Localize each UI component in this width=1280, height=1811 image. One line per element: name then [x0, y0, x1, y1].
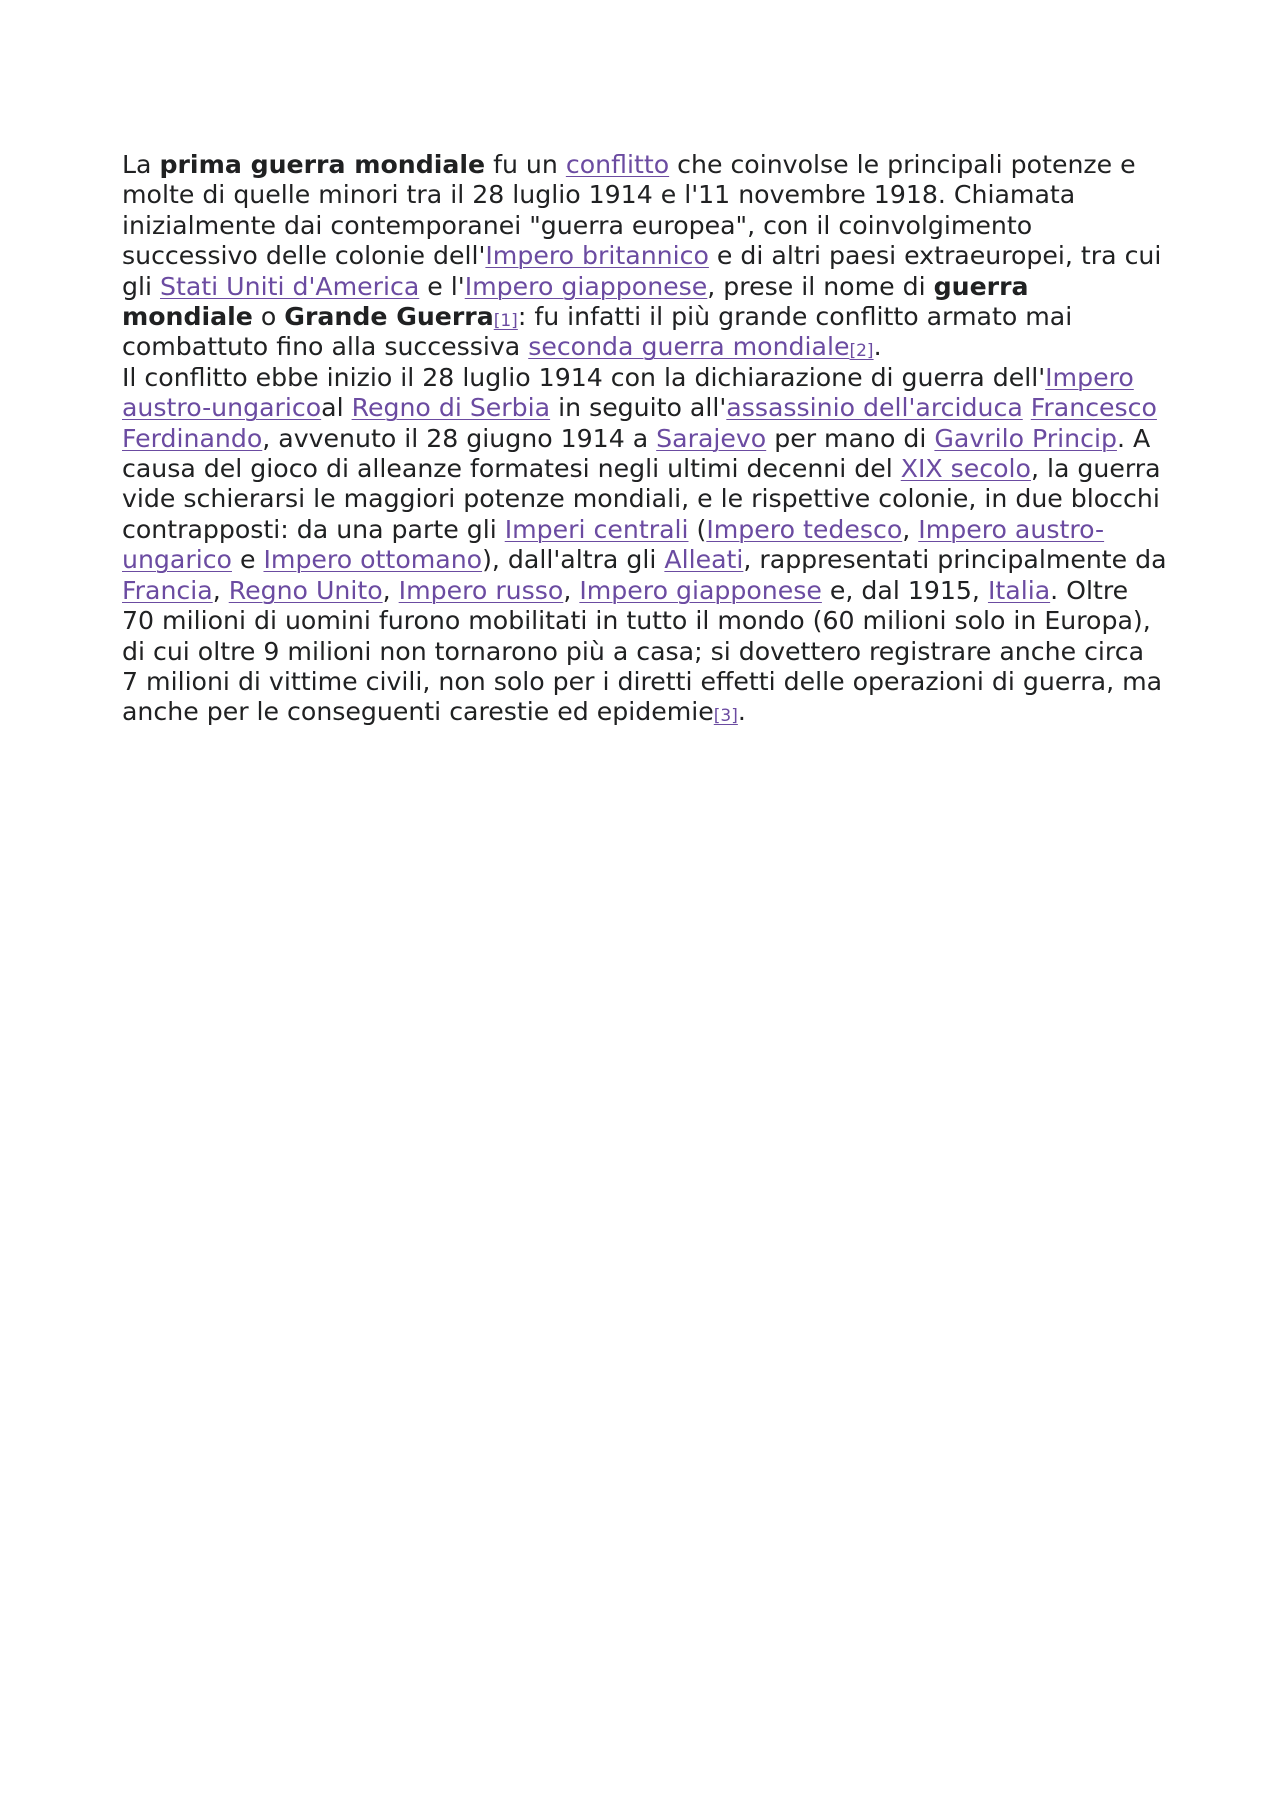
- link-francesco-ferdinando[interactable]: Francesco Ferdinando: [122, 393, 1157, 453]
- link-seconda-guerra-mondiale[interactable]: seconda guerra mondiale: [528, 332, 850, 362]
- reference-2[interactable]: [2]: [849, 341, 874, 362]
- text-run: .: [873, 332, 882, 362]
- text-run: Il conflitto ebbe inizio il 28 luglio 1914 con la dichiarazione di guerra dell': [122, 362, 1046, 392]
- text-run: per mano di: [766, 423, 935, 453]
- text-run: (: [688, 514, 707, 544]
- text-run: ,: [212, 575, 229, 605]
- bold-term: prima guerra mondiale: [159, 150, 486, 179]
- text-run: che coinvolse le principali potenze e molte di quelle minori tra il 28 luglio 1914 e l'11 novembre 1918. Chiamata inizialmente dai contemporanei "guerra europea", con il coinvolgimento successivo delle colonie dell': [122, 150, 1136, 271]
- bold-term: Grande Guerra: [284, 302, 494, 332]
- text-run: . Oltre 70 milioni di uomini furono mobilitati in tutto il mondo (60 milioni solo in Europa), di cui oltre 9 milioni non tornarono più a casa; si dovettero registrare anche circa 7 milioni di vittime civili, non solo per i diretti effetti delle operazioni di guerra, ma anche per le conseguenti carestie ed epidemie: [122, 575, 1163, 727]
- link-gavrilo-princip[interactable]: Gavrilo Princip: [934, 423, 1117, 453]
- link-impero-austro-ungarico-2[interactable]: Impero austro-ungarico: [122, 514, 1105, 575]
- text-run: ), dall'altra gli: [482, 545, 665, 575]
- link-impero-britannico[interactable]: Impero britannico: [485, 241, 709, 271]
- reference-marker: [714, 706, 738, 726]
- text-run: in seguito all': [550, 393, 727, 423]
- link-francia[interactable]: Francia: [122, 575, 213, 605]
- link-stati-uniti[interactable]: Stati Uniti d'America: [160, 271, 420, 301]
- reference-3[interactable]: [3]: [713, 706, 738, 727]
- text-run: ,: [563, 575, 580, 605]
- link-assassinio-arciduca[interactable]: assassinio dell'arciduca: [726, 393, 1023, 423]
- link-regno-di-serbia[interactable]: Regno di Serbia: [351, 393, 551, 423]
- text-run: .: [737, 697, 746, 727]
- paragraph-history: [122, 363, 1167, 728]
- reference-marker: [849, 341, 873, 361]
- link-imperi-centrali[interactable]: Imperi centrali: [504, 514, 689, 544]
- text-run: o: [252, 302, 285, 332]
- bold-term: guerra mondiale: [122, 271, 1029, 332]
- text-run: e di altri paesi extraeuropei, tra cui gli: [122, 241, 1162, 301]
- text-run: e l': [419, 271, 465, 301]
- link-impero-ottomano[interactable]: Impero ottomano: [263, 545, 483, 575]
- link-impero-tedesco[interactable]: Impero tedesco: [706, 514, 903, 544]
- paragraph-intro: [122, 150, 1167, 363]
- text-run: e: [231, 545, 264, 575]
- text-run: ,: [382, 575, 399, 605]
- text-run: fu un: [485, 150, 566, 179]
- text-run: [1023, 393, 1031, 422]
- link-xix-secolo[interactable]: XIX secolo: [900, 454, 1031, 484]
- text-run: , avvenuto il 28 giugno 1914 a: [262, 423, 657, 453]
- link-conflitto[interactable]: conflitto: [565, 150, 670, 179]
- article-body: [122, 150, 1167, 728]
- text-run: La: [122, 150, 160, 179]
- reference-1[interactable]: [1]: [493, 311, 518, 332]
- link-impero-giapponese[interactable]: Impero giapponese: [464, 271, 708, 301]
- link-italia[interactable]: Italia: [987, 575, 1051, 605]
- link-alleati[interactable]: Alleati: [664, 545, 744, 575]
- link-impero-russo[interactable]: Impero russo: [398, 575, 564, 605]
- text-run: ,: [902, 514, 919, 544]
- text-run: . A causa del gioco di alleanze formatesi negli ultimi decenni del: [122, 423, 1151, 484]
- text-run: , rappresentati principalmente da: [743, 545, 1167, 575]
- text-run: , prese il nome di: [707, 271, 934, 301]
- link-sarajevo[interactable]: Sarajevo: [656, 423, 767, 453]
- link-impero-austro-ungarico[interactable]: Impero austro-ungarico: [122, 362, 1134, 423]
- reference-marker: [494, 311, 518, 331]
- link-regno-unito[interactable]: Regno Unito: [228, 575, 383, 605]
- link-impero-giapponese-2[interactable]: Impero giapponese: [579, 575, 822, 605]
- text-run: e, dal 1915,: [821, 575, 988, 605]
- text-run: al: [321, 393, 352, 423]
- text-run: , la guerra vide schierarsi le maggiori potenze mondiali, e le rispettive colonie, in due blocchi contrapposti: da una parte gli: [122, 454, 1161, 544]
- text-run: : fu infatti il più grande conflitto armato mai combattuto fino alla successiva: [122, 302, 1073, 362]
